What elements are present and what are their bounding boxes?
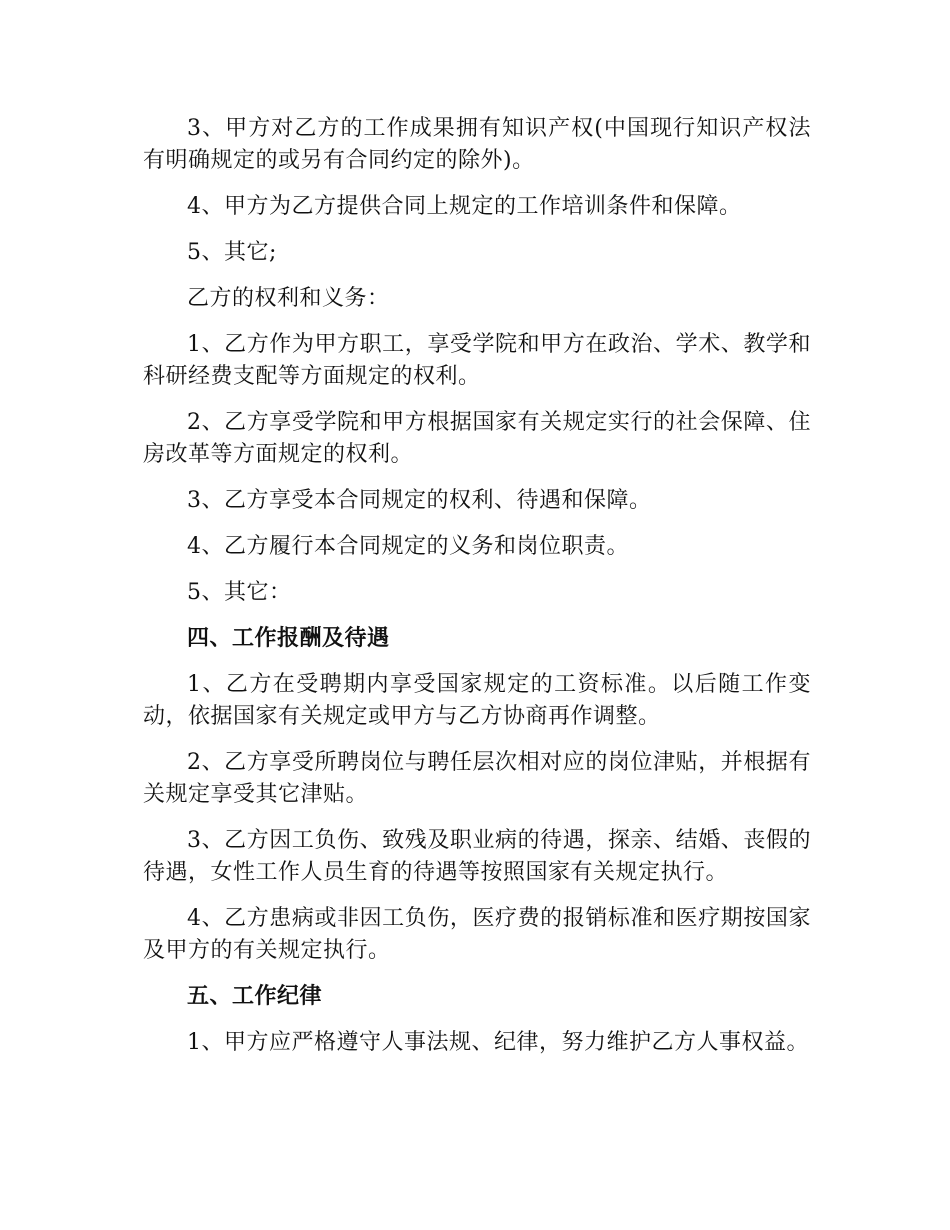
paragraph-party-b-rights-title: 乙方的权利和义务：	[187, 286, 390, 311]
paragraph-party-b-right-2: 2、乙方享受学院和甲方根据国家有关规定实行的社会保障、住房改革等方面规定的权利。	[143, 410, 811, 467]
paragraph-discipline-1: 1、甲方应严格遵守人事法规、纪律，努力维护乙方人事权益。	[187, 1030, 809, 1055]
paragraph-party-b-right-4: 4、乙方履行本合同规定的义务和岗位职责。	[187, 534, 629, 559]
paragraph-compensation-2: 2、乙方享受所聘岗位与聘任层次相对应的岗位津贴，并根据有关规定享受其它津贴。	[143, 750, 811, 807]
paragraph-party-b-right-3: 3、乙方享受本合同规定的权利、待遇和保障。	[187, 488, 652, 513]
paragraph-party-a-training: 4、甲方为乙方提供合同上规定的工作培训条件和保障。	[187, 194, 742, 219]
paragraph-compensation-4: 4、乙方患病或非因工负伤，医疗费的报销标准和医疗期按国家及甲方的有关规定执行。	[143, 906, 811, 963]
paragraph-compensation-3: 3、乙方因工负伤、致残及职业病的待遇，探亲、结婚、丧假的待遇，女性工作人员生育的待遇等按照国家有关规定执行。	[143, 828, 811, 885]
section-heading-discipline: 五、工作纪律	[187, 984, 323, 1009]
document-page	[143, 113, 811, 1073]
paragraph-party-b-right-1: 1、乙方作为甲方职工，享受学院和甲方在政治、学术、教学和科研经费支配等方面规定的权利。	[143, 332, 811, 389]
paragraph-compensation-1: 1、乙方在受聘期内享受国家规定的工资标准。以后随工作变动，依据国家有关规定或甲方与乙方协商再作调整。	[143, 672, 811, 729]
section-heading-compensation: 四、工作报酬及待遇	[187, 626, 390, 651]
paragraph-party-b-other: 5、其它：	[187, 580, 292, 605]
paragraph-party-a-other: 5、其它;	[187, 240, 277, 265]
paragraph-party-a-ip: 3、甲方对乙方的工作成果拥有知识产权(中国现行知识产权法有明确规定的或另有合同约定的除外)。	[143, 116, 811, 173]
